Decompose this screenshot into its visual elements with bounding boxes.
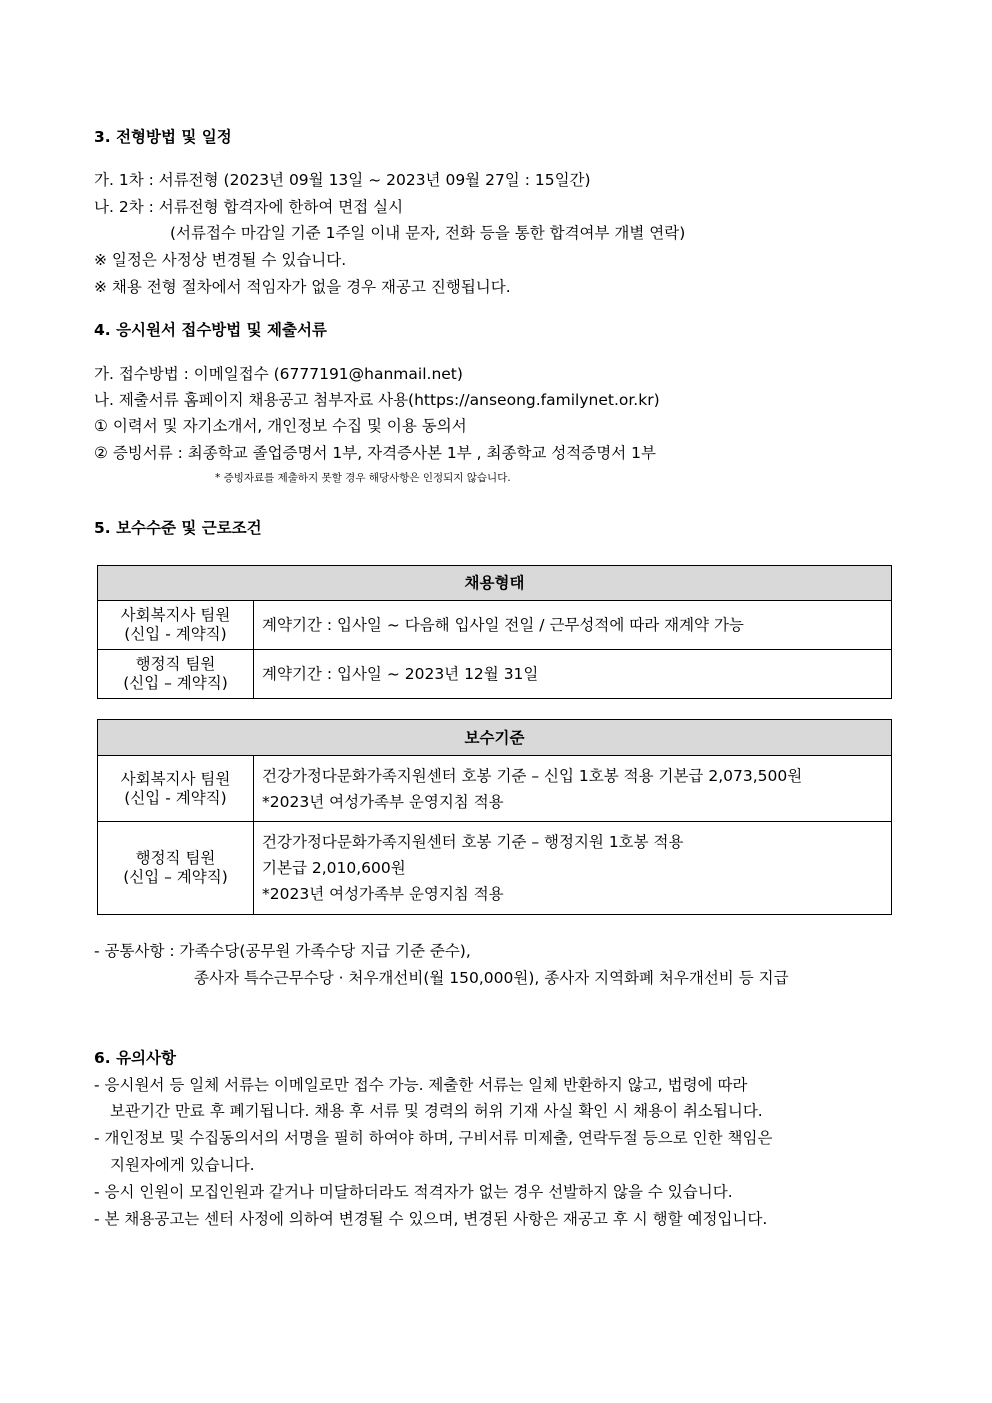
value-line: 건강가정다문화가족지원센터 호봉 기준 – 신입 1호봉 적용 기본급 2,073,500원 <box>262 766 803 785</box>
employment-type-table <box>97 565 892 699</box>
value-line: *2023년 여성가족부 운영지침 적용 <box>262 885 504 903</box>
row-label-line: 사회복지사 팀원 <box>120 769 231 788</box>
value-line: *2023년 여성가족부 운영지침 적용 <box>262 792 504 811</box>
row-label <box>98 756 254 822</box>
row-label-line: (신입 – 계약직) <box>123 674 228 692</box>
row-label-line: (신입 - 계약직) <box>124 788 227 807</box>
employment-type-header: 채용형태 <box>98 566 892 601</box>
row-label <box>98 650 254 699</box>
section-3-line-2: 나. 2차 : 서류전형 합격자에 한하여 면접 실시 <box>94 198 404 216</box>
notice-line: 지원자에게 있습니다. <box>110 1156 255 1174</box>
row-label-line: (신입 – 계약직) <box>123 868 228 886</box>
row-label-line: 사회복지사 팀원 <box>120 606 231 624</box>
section-3-title: 3. 전형방법 및 일정 <box>94 128 232 146</box>
row-value <box>254 756 892 822</box>
section-3-line-3: (서류접수 마감일 기준 1주일 이내 문자, 전화 등을 통한 합격여부 개별 연락) <box>170 224 686 242</box>
section-3-note-1: ※ 일정은 사정상 변경될 수 있습니다. <box>94 251 347 269</box>
table-row <box>98 601 892 650</box>
notice-line: - 응시원서 등 일체 서류는 이메일로만 접수 가능. 제출한 서류는 일체 반환하지 않고, 법령에 따라 <box>94 1076 748 1094</box>
row-value: 계약기간 : 입사일 ~ 2023년 12월 31일 <box>254 650 892 699</box>
notice-line: - 응시 인원이 모집인원과 같거나 미달하더라도 적격자가 없는 경우 선발하지 않을 수 있습니다. <box>94 1183 733 1201</box>
section-4-line-1: 가. 접수방법 : 이메일접수 (6777191@hanmail.net) <box>94 365 463 383</box>
row-label <box>98 601 254 650</box>
section-5-title: 5. 보수수준 및 근로조건 <box>94 519 262 537</box>
table-row <box>98 650 892 699</box>
salary-standard-table <box>97 719 892 915</box>
section-4-item-1: ① 이력서 및 자기소개서, 개인정보 수집 및 이용 동의서 <box>94 417 467 435</box>
row-value <box>254 822 892 915</box>
row-value: 계약기간 : 입사일 ~ 다음해 입사일 전일 / 근무성적에 따라 재계약 가능 <box>254 601 892 650</box>
notice-line: 보관기간 만료 후 폐기됩니다. 채용 후 서류 및 경력의 허위 기재 사실 확인 시 채용이 취소됩니다. <box>110 1102 763 1120</box>
row-label-line: 행정직 팀원 <box>135 655 216 673</box>
notice-line: - 본 채용공고는 센터 사정에 의하여 변경될 수 있으며, 변경된 사항은 재공고 후 시 행할 예정입니다. <box>94 1210 768 1228</box>
section-4-line-2: 나. 제출서류 홈페이지 채용공고 첨부자료 사용(https://anseong.familynet.or.kr) <box>94 391 660 409</box>
common-terms-line-1: - 공통사항 : 가족수당(공무원 가족수당 지급 기준 준수), <box>94 942 471 960</box>
section-3-note-2: ※ 채용 전형 절차에서 적임자가 없을 경우 재공고 진행됩니다. <box>94 278 511 296</box>
section-4-footnote: * 증빙자료를 제출하지 못할 경우 해당사항은 인정되지 않습니다. <box>215 472 511 484</box>
row-label-line: 행정직 팀원 <box>135 849 216 867</box>
row-label <box>98 822 254 915</box>
section-4-title: 4. 응시원서 접수방법 및 제출서류 <box>94 321 327 339</box>
table-row <box>98 822 892 915</box>
value-line: 건강가정다문화가족지원센터 호봉 기준 – 행정지원 1호봉 적용 <box>262 833 684 851</box>
salary-standard-header: 보수기준 <box>98 720 892 756</box>
section-3-line-1: 가. 1차 : 서류전형 (2023년 09월 13일 ~ 2023년 09월 27일 : 15일간) <box>94 171 591 189</box>
table-row <box>98 756 892 822</box>
value-line: 기본급 2,010,600원 <box>262 859 406 877</box>
notice-line: - 개인정보 및 수집동의서의 서명을 필히 하여야 하며, 구비서류 미제출, 연락두절 등으로 인한 책임은 <box>94 1129 773 1147</box>
common-terms-line-2: 종사자 특수근무수당 · 처우개선비(월 150,000원), 종사자 지역화폐 처우개선비 등 지급 <box>194 969 789 987</box>
section-4-item-2: ② 증빙서류 : 최종학교 졸업증명서 1부, 자격증사본 1부 , 최종학교 성적증명서 1부 <box>94 444 656 462</box>
section-6-title: 6. 유의사항 <box>94 1049 176 1067</box>
row-label-line: (신입 - 계약직) <box>124 625 227 643</box>
